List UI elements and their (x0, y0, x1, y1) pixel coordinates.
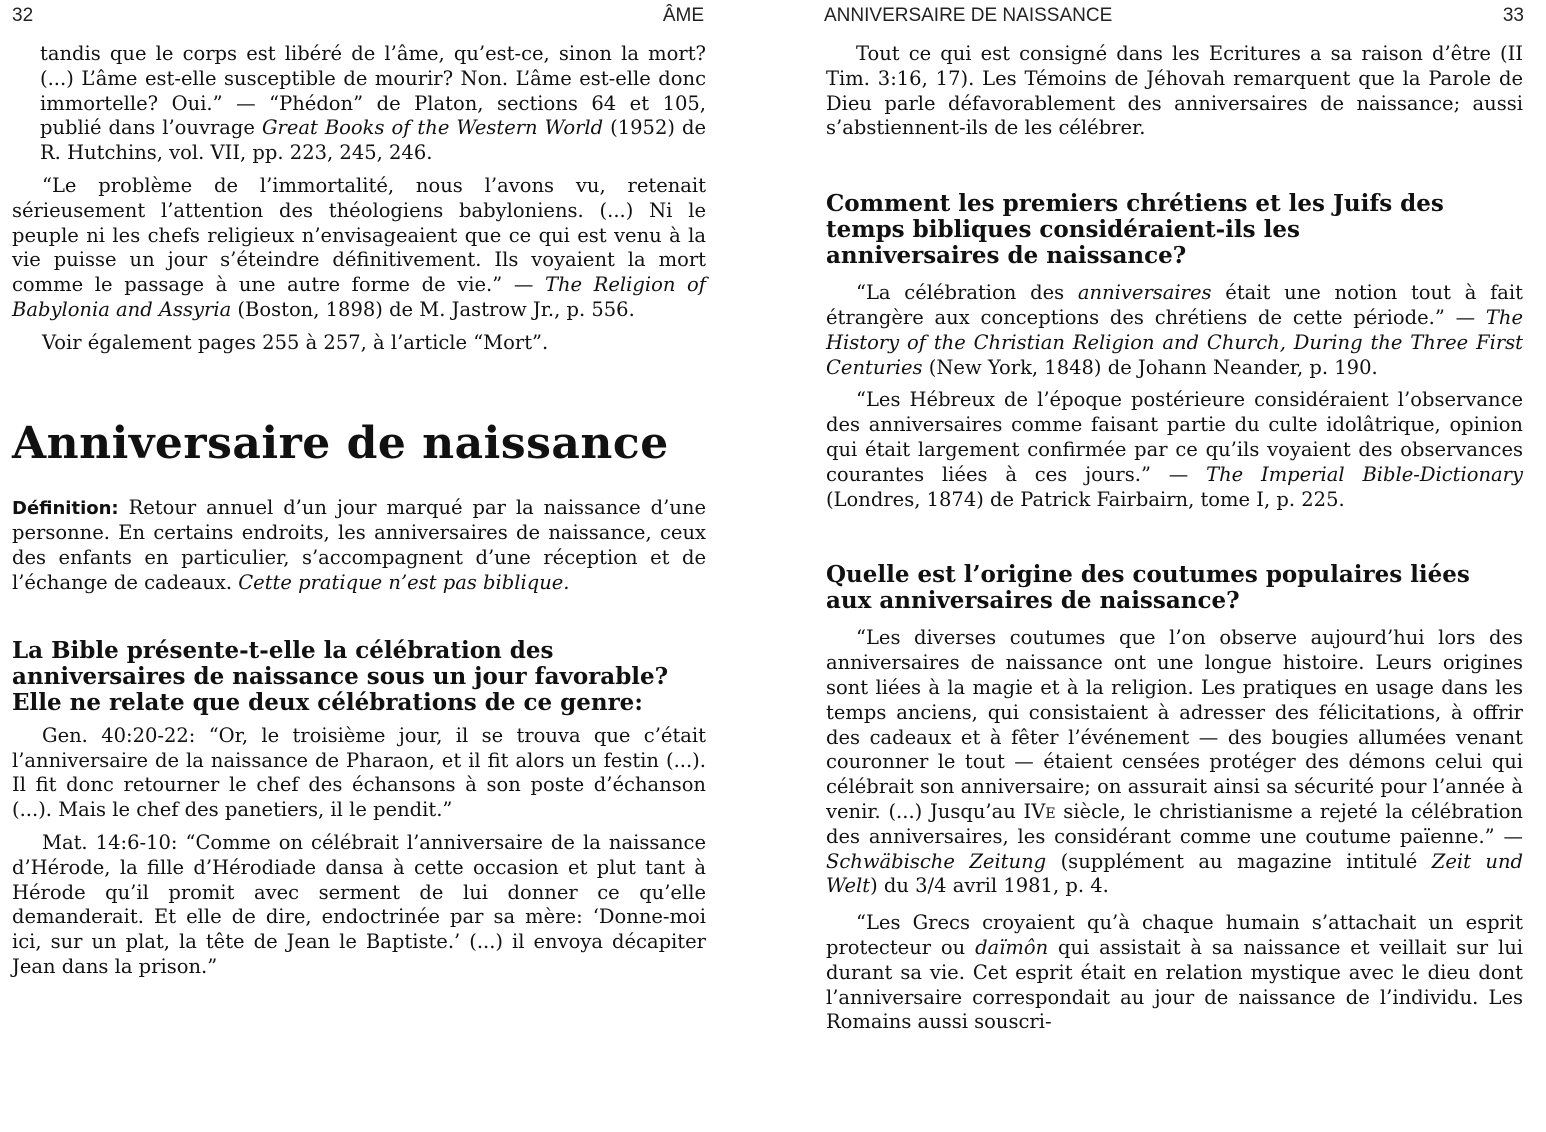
intro-paragraph (12, 331, 706, 356)
text-segment: anniversaires (1077, 281, 1212, 305)
question-heading: Comment les premiers chrétiens et les Juifs des temps bibliques considéraient-ils les anniversaires de naissance? (826, 190, 1444, 270)
intro-paragraph (40, 42, 706, 166)
running-head: ANNIVERSAIRE DE NAISSANCE (824, 5, 1113, 26)
text-segment: siècle, le christianisme a rejeté la célébration des anniversaires, les considérant comme une coutume païenne.” — (826, 799, 1523, 848)
text-segment: était une notion tout à fait étrangère aux conceptions des chrétiens de cette période.” — (826, 281, 1523, 329)
quote-paragraph (826, 281, 1523, 380)
quote-paragraph (826, 388, 1523, 512)
text-segment: IVe (1023, 799, 1056, 823)
text-segment: tandis que le corps est libéré de l’âme, qu’est-ce, sinon la mort? (...) L’âme est-elle susceptible de mourir? Non. L’âme est-elle donc immortelle? Oui.” — “Phédon” de Platon, sections 64 et 105, publié dans l’ouvrage (40, 42, 706, 140)
verse-quote: Mat. 14:6-10: “Comme on célébrait l’anniversaire de la naissance d’Hérode, la fille d’Hérodiade dansa à cette occasion et plut tant à Hérode qu’il promit avec serment de lui donner ce qu’elle demanderait. Et elle de dire, endoctrinée par sa mère: ‘Donne-moi ici, sur un plat, la tête de Jean le Baptiste.’ (...) il envoya décapiter Jean dans la prison.” (12, 830, 706, 978)
text-segment: Voir également pages 255 à 257, à l’article “Mort”. (42, 330, 549, 354)
text-segment: “Les diverses coutumes que l’on observe aujourd’hui lors des anniversaires de naissance ont une longue histoire. Leurs origines sont liées à la magie et à la religion. Les pratiques en usage dans les temps anciens, qui consistaient à adresser des félicitations, à offrir des cadeaux et à fêter l’événement — des bougies allumées venant couronner le tout — étaient censées protéger des démons celui qui célébrait son anniversaire; on assurait ainsi sa sécurité pour l’année à venir. (...) Jusqu’au (826, 626, 1523, 823)
left-column (12, 42, 706, 980)
article-title: Anniversaire de naissance (12, 417, 669, 469)
text-segment: Zeit und Welt (826, 849, 1523, 898)
text-segment: “La célébration des (856, 281, 1078, 305)
page-number: 32 (12, 5, 34, 26)
question-heading: Quelle est l’origine des coutumes populaires liées aux anniversaires de naissance? (826, 561, 1470, 615)
text-segment: (New York, 1848) de Johann Neander, p. 190. (922, 355, 1378, 379)
text-segment: The Religion of Babylonia and Assyria (12, 273, 706, 321)
definition-italic: Cette pratique n’est pas biblique. (238, 570, 570, 594)
right-column (826, 42, 1523, 1035)
text-segment: Great Books of the Western World (261, 116, 604, 140)
text-segment: (Boston, 1898) de M. Jastrow Jr., p. 556. (231, 297, 635, 321)
definition-label: Définition: (12, 497, 119, 519)
intro-paragraph (12, 174, 706, 323)
text-segment: The History of the Christian Religion and Church, During the Three First Centuries (826, 305, 1523, 379)
text-segment: (Londres, 1874) de Patrick Fairbairn, tome I, p. 225. (826, 487, 1345, 511)
page-number: 33 (1502, 5, 1524, 26)
text-segment: The Imperial Bible-Dictionary (1206, 462, 1523, 486)
text-segment: qui assistait à sa naissance et veillait sur lui durant sa vie. Cet esprit était en relation mystique avec le dieu dont l’anniversaire correspondait au jour de naissance de l’individu. Les Romains aussi souscri- (826, 935, 1523, 1034)
text-segment: ) du 3/4 avril 1981, p. 4. (870, 874, 1109, 898)
running-head: ÂME (662, 5, 704, 26)
text-segment: “Les Hébreux de l’époque postérieure considéraient l’observance des anniversaires comme faisant partie du culte idolâtrique, opinion qui était largement confirmée par ce qu’ils voyaient des observances courantes liées à ces jours.” — (826, 388, 1523, 486)
question-heading: La Bible présente-t-elle la célébration des anniversaires de naissance sous un jour favorable? Elle ne relate que deux célébrations de ce genre: (12, 636, 669, 716)
quote-paragraph (826, 626, 1523, 899)
right-page (786, 0, 1546, 1132)
quote-paragraph (826, 911, 1523, 1035)
text-segment: “Le problème de l’immortalité, nous l’avons vu, retenait sérieusement l’attention des théologiens babyloniens. (...) Ni le peuple ni les chefs religieux n’envisageaient que ce qui est venu à la vie puisse un jour s’éteindre définitivement. Ils voyaient la mort comme le passage à une autre forme de vie.” — (12, 173, 706, 297)
text-segment: daïmôn (975, 935, 1049, 959)
intro-paragraph: Tout ce qui est consigné dans les Ecritures a sa raison d’être (II Tim. 3:16, 17). Les Témoins de Jéhovah remarquent que la Parole de Dieu parle défavorablement des anniversaires de naissance; aussi s’abstiennent-ils de les célébrer. (826, 42, 1523, 140)
left-page (0, 0, 760, 1132)
verse-quote: Gen. 40:20-22: “Or, le troisième jour, il se trouva que c’était l’anniversaire de la naissance de Pharaon, et il fit alors un festin (...). Il fit donc retourner le chef des échansons à son poste d’échanson (...). Mais le chef des panetiers, il le pendit.” (12, 723, 706, 822)
text-segment: Schwäbische Zeitung (826, 849, 1047, 873)
text-segment: (supplément au magazine intitulé (1046, 849, 1432, 873)
text-segment: (1952) de R. Hutchins, vol. VII, pp. 223, 245, 246. (40, 116, 706, 165)
definition-paragraph (12, 496, 706, 596)
definition-text: Retour annuel d’un jour marqué par la naissance d’une personne. En certains endroits, les anniversaires de naissance, ceux des enfants en particulier, s’accompagnent d’une réception et de l’échange de cadeaux. (12, 495, 706, 594)
text-segment: “Les Grecs croyaient qu’à chaque humain s’attachait un esprit protecteur ou (826, 911, 1523, 959)
